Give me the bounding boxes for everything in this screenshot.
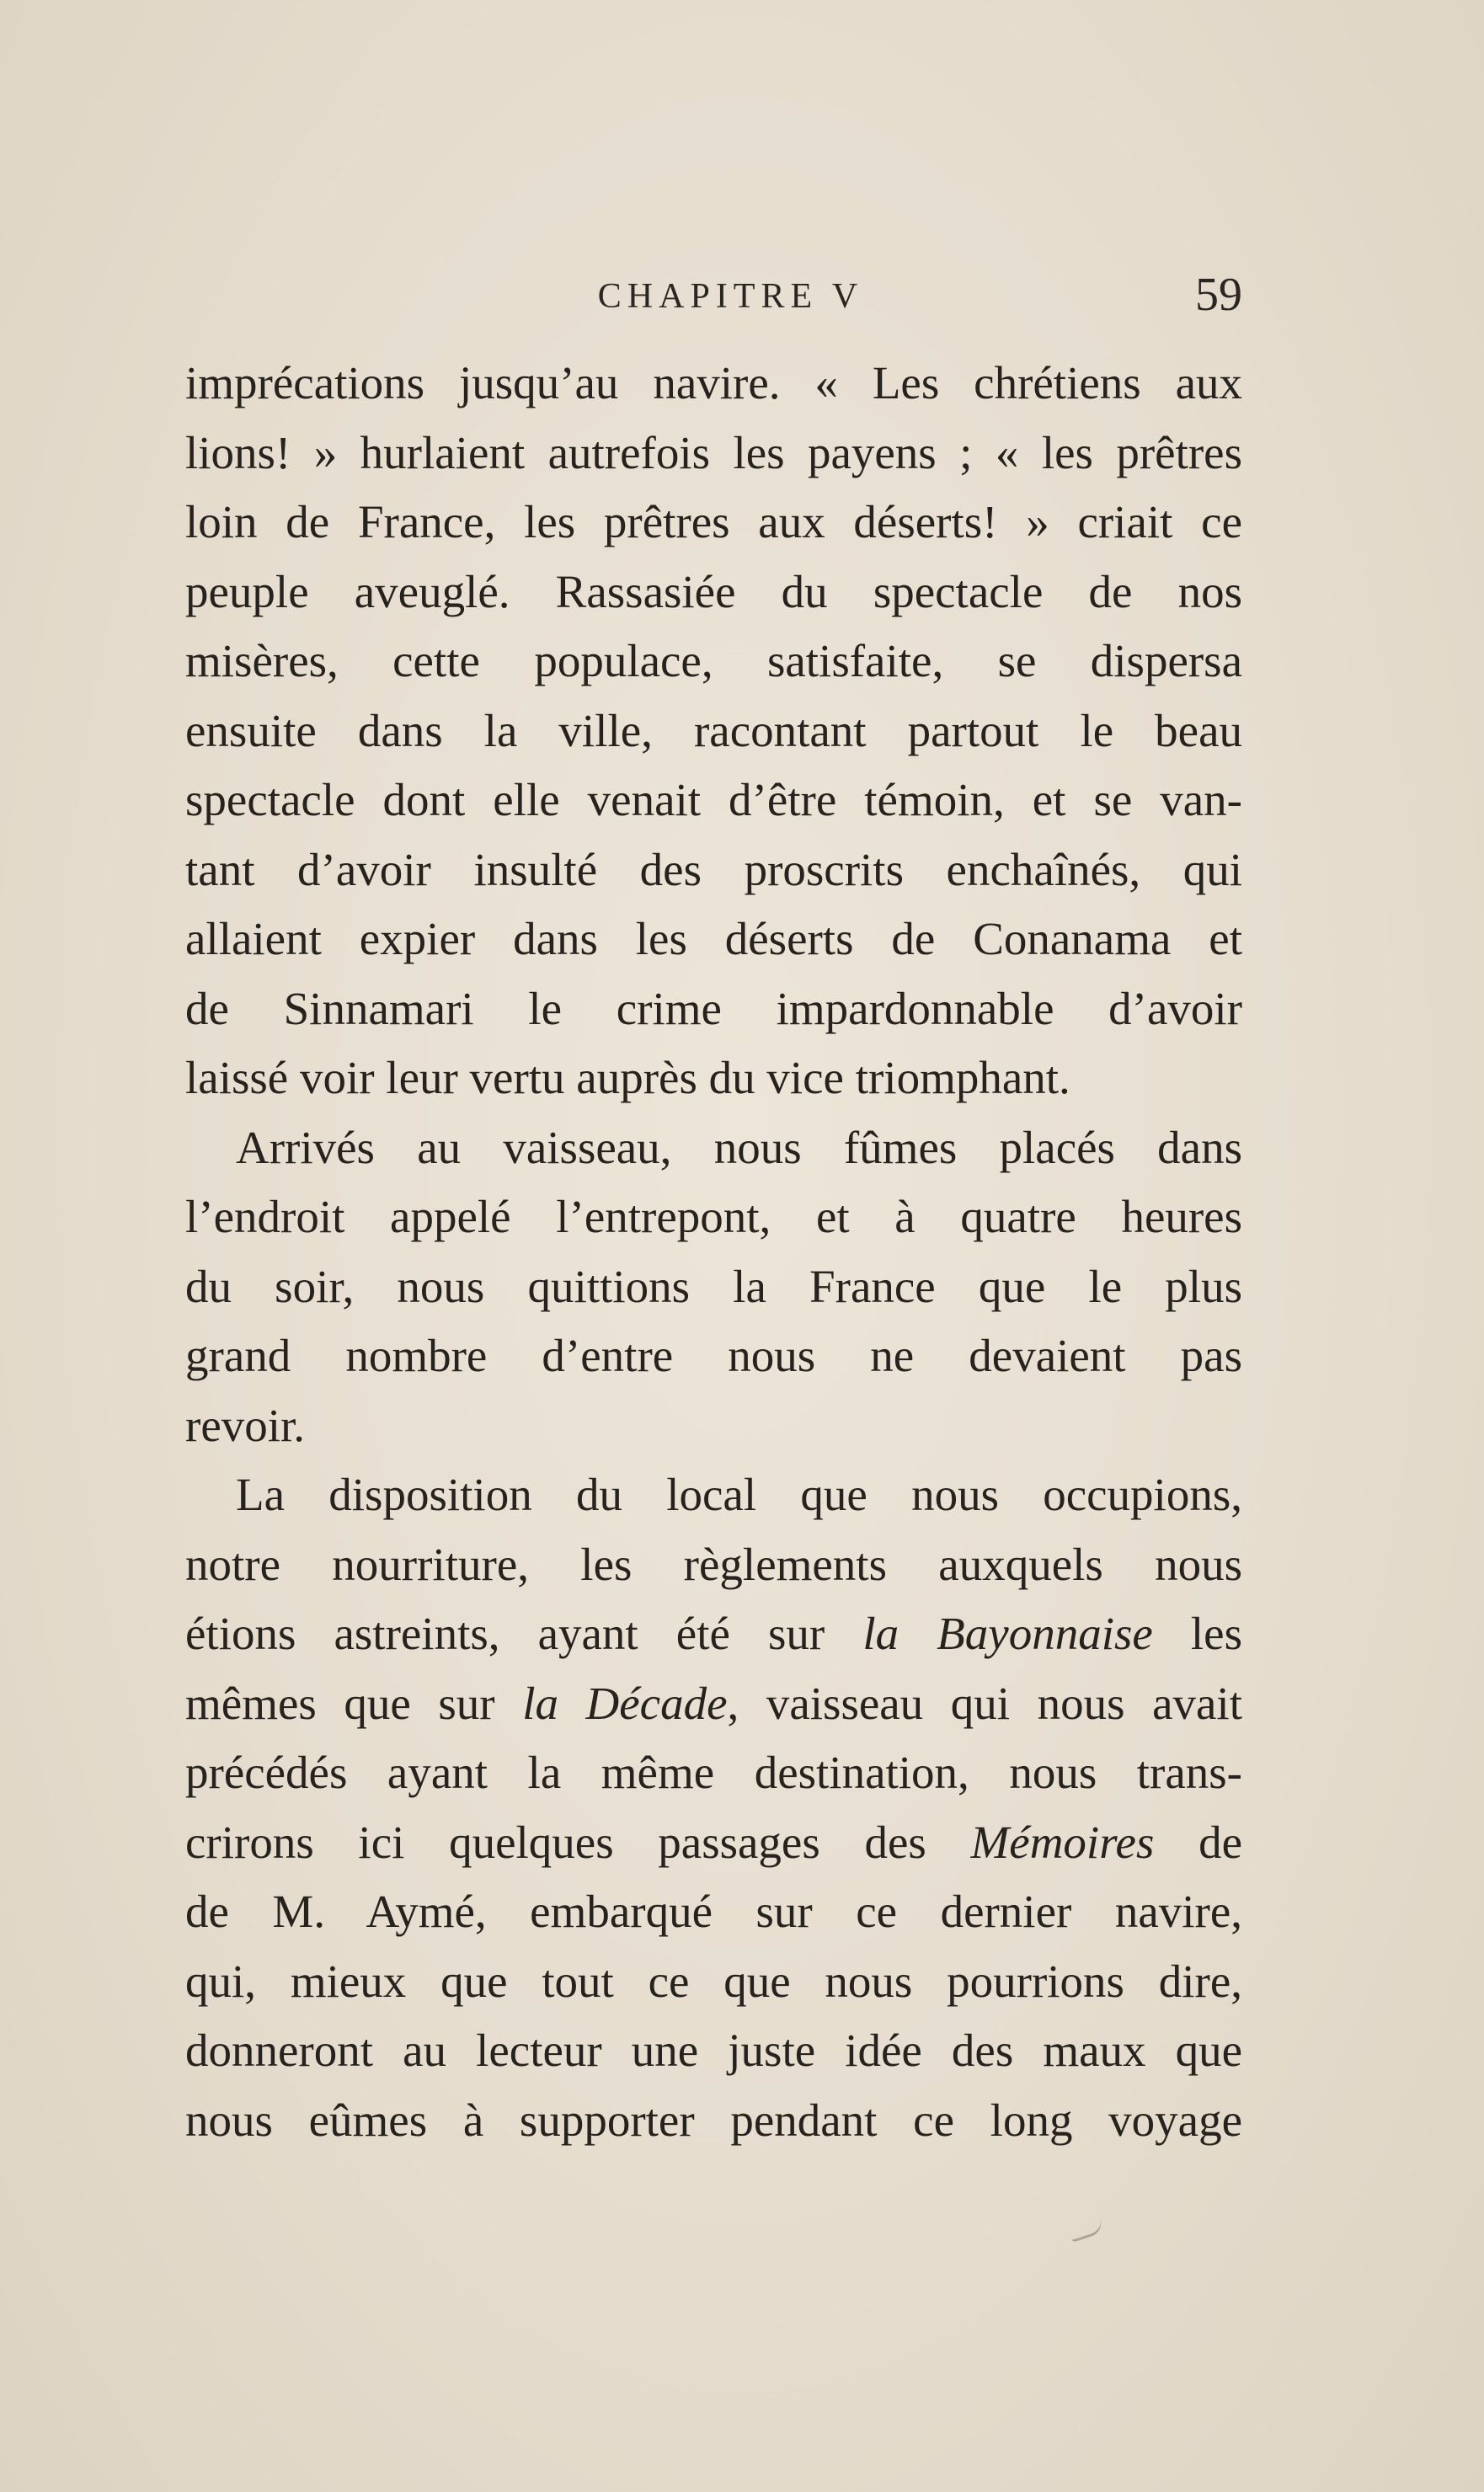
page-header (185, 268, 1242, 335)
text-line: Arrivés au vaisseau, nous fûmes placés dans (236, 1121, 1242, 1173)
page-number: 59 (1195, 269, 1242, 321)
text-line: ensuite dans la ville, racontant partout le beau (185, 704, 1242, 756)
text-line: grand nombre d’entre nous ne devaient pas (185, 1330, 1242, 1381)
book-title: Mémoires (970, 1816, 1155, 1868)
text-line: La disposition du local que nous occupions, (236, 1469, 1242, 1520)
text-line: précédés ayant la même destination, nous trans- (185, 1747, 1242, 1798)
text-line: spectacle dont elle venait d’être témoin, et se van- (185, 774, 1242, 825)
text-line: de Sinnamari le crime impardonnable d’avoir (185, 982, 1242, 1034)
text-line (185, 1808, 1242, 1878)
text-line: peuple aveuglé. Rassasiée du spectacle de nos (185, 565, 1242, 617)
text-line: revoir. (185, 1399, 306, 1451)
text-line: du soir, nous quittions la France que le plus (185, 1260, 1242, 1312)
text-line: tant d’avoir insulté des proscrits enchaînés, qui (185, 843, 1242, 895)
text-line: nous eûmes à supporter pendant ce long voyage (185, 2094, 1242, 2146)
ship-name: la Bayonnaise (862, 1608, 1153, 1659)
text-line (185, 1669, 1242, 1739)
text-line: de M. Aymé, embarqué sur ce dernier navire, (185, 1886, 1242, 1937)
text-line: allaient expier dans les déserts de Conanama et (185, 913, 1242, 964)
text-segment: mêmes que sur (185, 1677, 495, 1729)
text-segment: les (1190, 1608, 1242, 1659)
text-line: notre nourriture, les règlements auxquels nous (185, 1538, 1242, 1590)
text-line: misères, cette populace, satisfaite, se dispersa (185, 635, 1242, 686)
text-line: qui, mieux que tout ce que nous pourrions dire, (185, 1955, 1242, 2007)
body-text (185, 349, 1242, 2155)
text-line (185, 1599, 1242, 1669)
ship-name: la Décade (522, 1677, 728, 1729)
text-line: l’endroit appelé l’entrepont, et à quatre heures (185, 1191, 1242, 1242)
text-segment: crirons ici quelques passages des (185, 1816, 926, 1868)
text-line: lions! » hurlaient autrefois les payens ; « les prêtres (185, 426, 1242, 478)
text-segment: étions astreints, ayant été sur (185, 1608, 825, 1659)
text-line: imprécations jusqu’au navire. « Les chrétiens aux (185, 357, 1242, 408)
running-title: CHAPITRE V (597, 277, 864, 316)
text-line: loin de France, les prêtres aux déserts! » criait ce (185, 496, 1242, 547)
ink-mark (1068, 2218, 1104, 2243)
text-line: donneront au lecteur une juste idée des maux que (185, 2025, 1242, 2076)
text-segment: , vaisseau qui nous avait (727, 1677, 1242, 1729)
text-segment: de (1198, 1816, 1242, 1868)
text-line: laissé voir leur vertu auprès du vice triomphant. (185, 1052, 1070, 1103)
